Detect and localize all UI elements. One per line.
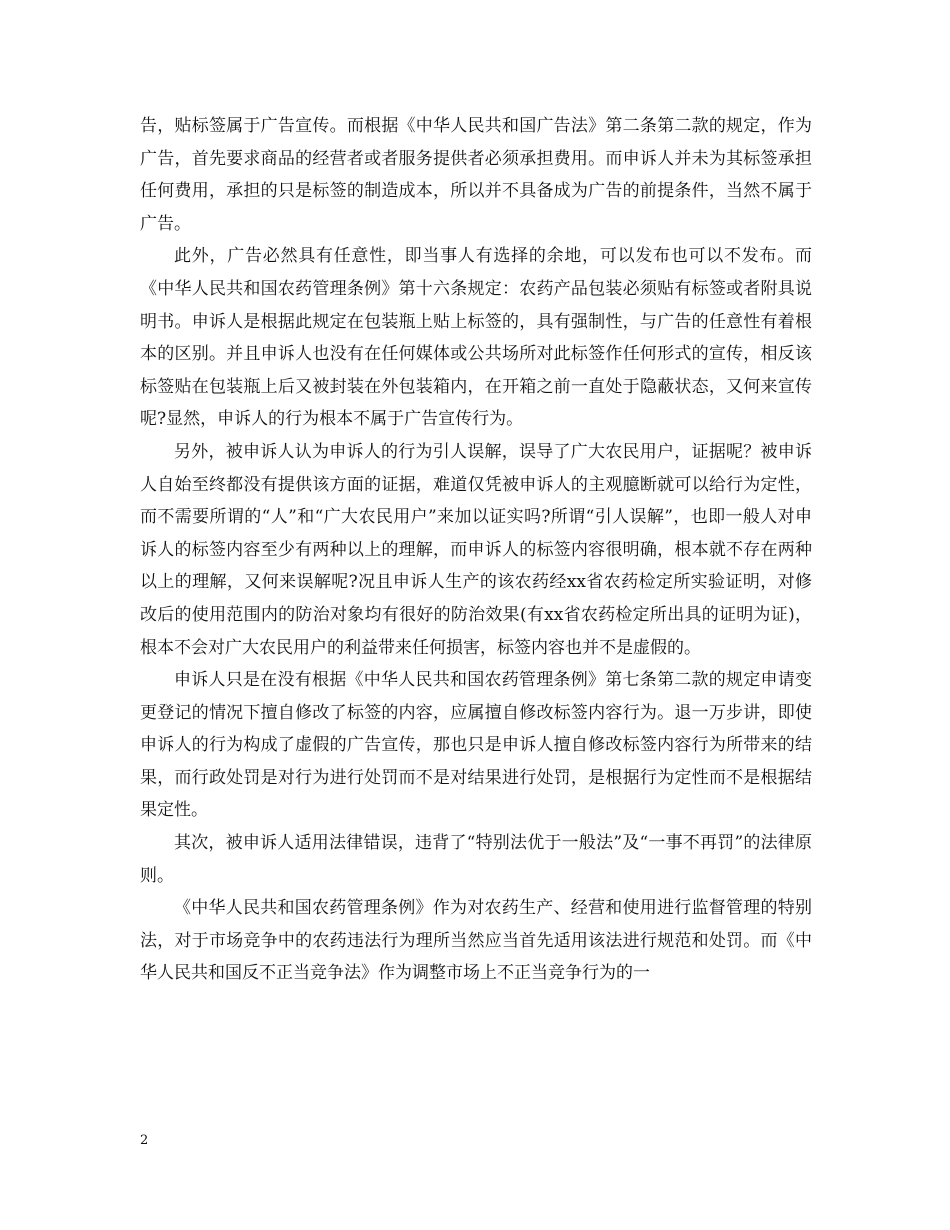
paragraph-3: 另外，被申诉人认为申诉人的行为引人误解，误导了广大农民用户，证据呢？被申诉人自始至终都没有提供该方面的证据，难道仅凭被申诉人的主观臆断就可以给行为定性，而不需要所谓的“人”和“广大农民用户”来加以证实吗?所谓“引人误解”，也即一般人对申诉人的标签内容至少有两种以上的理解，而申诉人的标签内容很明确，根本就不存在两种以上的理解，又何来误解呢?况且申诉人生产的该农药经xx省农药检定所实验证明，对修改后的使用范围内的防治对象均有很好的防治效果(有xx省农药检定所出具的证明为证)，根本不会对广大农民用户的利益带来任何损害，标签内容也并不是虚假的。 [140,441,812,658]
paragraph-6: 《中华人民共和国农药管理条例》作为对农药生产、经营和使用进行监督管理的特别法，对于市场竞争中的农药违法行为理所当然应当首先适用该法进行规范和处罚。而《中华人民共和国反不正当竞争法》作为调整市场上不正当竞争行为的一 [140,898,812,984]
paragraph-2: 此外，广告必然具有任意性，即当事人有选择的余地，可以发布也可以不发布。而《中华人民共和国农药管理条例》第十六条规定：农药产品包装必须贴有标签或者附具说明书。申诉人是根据此规定在包装瓶上贴上标签的，具有强制性，与广告的任意性有着根本的区别。并且申诉人也没有在任何媒体或公共场所对此标签作任何形式的宣传，相反该标签贴在包装瓶上后又被封装在外包装箱内，在开箱之前一直处于隐蔽状态，又何来宣传呢?显然，申诉人的行为根本不属于广告宣传行为。 [140,246,812,430]
paragraph-1: 告，贴标签属于广告宣传。而根据《中华人民共和国广告法》第二条第二款的规定，作为广告，首先要求商品的经营者或者服务提供者必须承担费用。而申诉人并未为其标签承担任何费用，承担的只是标签的制造成本，所以并不具备成为广告的前提条件，当然不属于广告。 [140,116,812,234]
body-text [140,110,812,990]
paragraph-5: 其次，被申诉人适用法律错误，违背了“特别法优于一般法”及“一事不再罚”的法律原则。 [140,833,812,886]
paragraph-4: 申诉人只是在没有根据《中华人民共和国农药管理条例》第七条第二款的规定申请变更登记的情况下擅自修改了标签的内容，应属擅自修改标签内容行为。退一万步讲，即使申诉人的行为构成了虚假的广告宣传，那也只是申诉人擅自修改标签内容行为所带来的结果，而行政处罚是对行为进行处罚而不是对结果进行处罚，是根据行为定性而不是根据结果定性。 [140,670,812,821]
page-number: 2 [140,1133,149,1148]
